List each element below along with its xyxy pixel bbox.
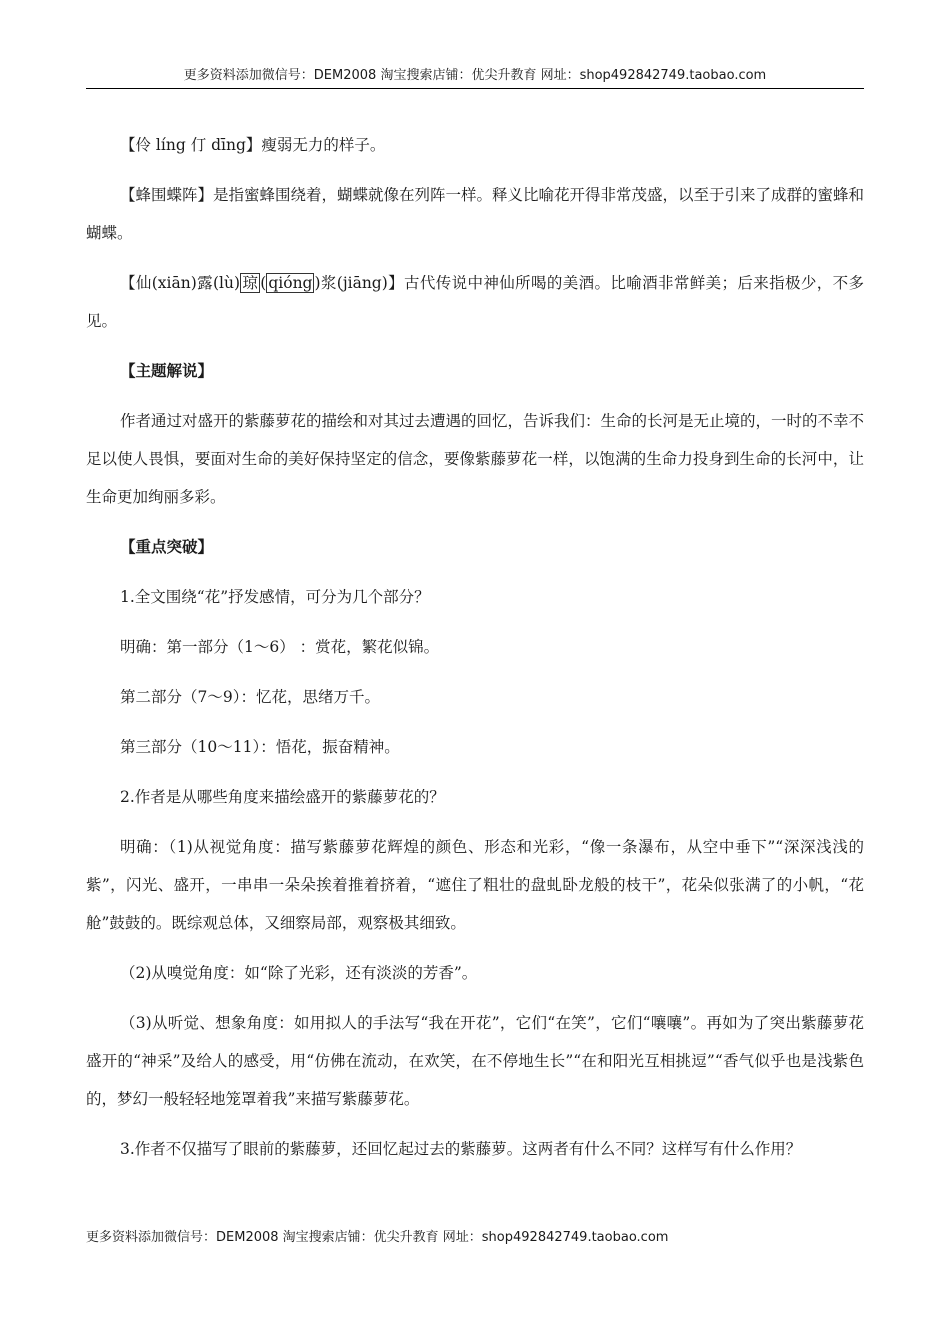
- boxed-char-qiong: 琼: [242, 274, 259, 292]
- footer-text: 更多资料添加微信号：DEM2008 淘宝搜索店铺：优尖升教育 网址：shop492842749.taobao.com: [86, 1230, 669, 1245]
- document-body: [86, 126, 864, 1180]
- question-3: 3.作者不仅描写了眼前的紫藤萝，还回忆起过去的紫藤萝。这两者有什么不同？这样写有什么作用？: [120, 1140, 802, 1158]
- question-2: 2.作者是从哪些角度来描绘盛开的紫藤萝花的？: [120, 788, 445, 806]
- answer-2-visual: 明确：（1)从视觉角度：描写紫藤萝花辉煌的颜色、形态和光彩，“像一条瀑布，从空中垂下”“深深浅浅的紫”，闪光、盛开，一串串一朵朵挨着推着挤着，“遮住了粗壮的盘虬卧龙般的枝干”，花朵似张满了的小帆，“花舱”鼓鼓的。既综观总体，又细察局部，观察极其细致。: [86, 838, 864, 932]
- paragraph-fengweidiezhen: 【蜂围蝶阵】是指蜜蜂围绕着，蝴蝶就像在列阵一样。释义比喻花开得非常茂盛，以至于引来了成群的蜜蜂和蝴蝶。: [86, 186, 865, 242]
- heading-theme: 【主题解说】: [120, 361, 214, 380]
- paragraph-theme: 作者通过对盛开的紫藤萝花的描绘和对其过去遭遇的回忆，告诉我们：生命的长河是无止境的，一时的不幸不足以使人畏惧，要面对生命的美好保持坚定的信念，要像紫藤萝花一样，以饱满的生命力投身到生命的长河中，让生命更加绚丽多彩。: [86, 412, 865, 506]
- paragraph-lingding: 【伶 líng 仃 dīng】瘦弱无力的样子。: [120, 136, 386, 154]
- page-header: [86, 66, 864, 89]
- p3-part-e: )浆(jiāng)】古代传说中神仙所喝的美酒。比喻酒非常鲜美；后来指极少，不多见。: [86, 274, 864, 330]
- p3-part-a: 【仙(xiān)露(lù): [120, 274, 241, 292]
- page-footer: [86, 1228, 864, 1248]
- answer-2-smell: （2)从嗅觉角度：如“除了光彩，还有淡淡的芳香”。: [120, 964, 478, 982]
- answer-1-part-2: 第二部分（7～9）：忆花，思绪万千。: [120, 688, 380, 706]
- answer-2-hearing: （3)从听觉、想象角度：如用拟人的手法写“我在开花”，它们“在笑”，它们“嚷嚷”。再如为了突出紫藤萝花盛开的“神采”及给人的感受，用“仿佛在流动，在欢笑，在不停地生长”“在和阳光互相挑逗”“香气似乎也是浅紫色的，梦幻一般轻轻地笼罩着我”来描写紫藤萝花。: [86, 1014, 864, 1108]
- heading-key-points: 【重点突破】: [120, 537, 214, 556]
- answer-1-part-3: 第三部分（10～11）：悟花，振奋精神。: [120, 738, 400, 756]
- question-1: 1.全文围绕“花”抒发感情，可分为几个部分？: [120, 588, 430, 606]
- p3-part-c: (: [260, 274, 267, 292]
- boxed-pinyin-qiong: qióng: [268, 274, 313, 292]
- header-text: 更多资料添加微信号：DEM2008 淘宝搜索店铺：优尖升教育 网址：shop492842749.taobao.com: [183, 68, 767, 83]
- answer-1-part-1: 明确：第一部分（1～6） ：赏花，繁花似锦。: [120, 638, 440, 656]
- paragraph-xianluqiongjiang: [86, 264, 864, 340]
